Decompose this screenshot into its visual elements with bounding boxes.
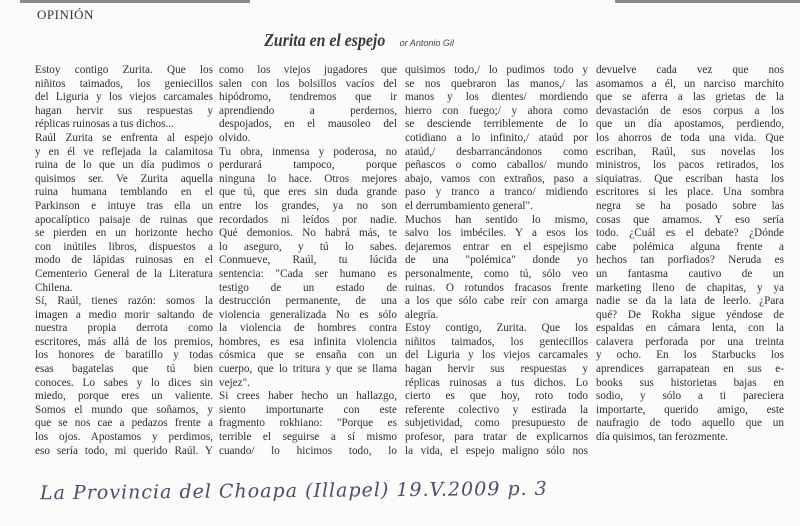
text-line: dejaremos entrar en el espejismo <box>405 240 588 253</box>
text-line: como los viejos jugadores que <box>219 64 397 76</box>
text-line: perdurará tampoco, porque <box>219 159 397 172</box>
text-line: la vida, el espejo maligno sólo nos <box>405 444 588 457</box>
article-column-1 <box>35 64 213 458</box>
text-line: la violencia de hombres contra <box>219 322 397 335</box>
text-line: de una "polémica" donde yo <box>405 254 588 267</box>
text-line: Sí, Raúl, tienes razón: somos la <box>35 295 213 308</box>
text-line: ninguna lo hace. Otros mejores <box>219 172 397 185</box>
text-line: los honores de baratillo y todas <box>35 349 213 362</box>
text-line: testigo de un estado de <box>219 281 397 294</box>
article-column-3 <box>405 64 588 458</box>
text-line: día quisimos, tan ferozmente. <box>596 431 729 444</box>
text-line: todo. ¿Cuál es el debate? ¿Dónde <box>596 227 784 240</box>
text-line: nuestra propia derrota como <box>35 322 213 335</box>
text-line: quisimos todo,/ lo pudimos todo y <box>405 64 588 76</box>
text-line: alegría. <box>405 308 439 321</box>
text-line: aprendiendo a perdernos, <box>219 104 397 117</box>
text-line: escriban, Raúl, sus novelas los <box>596 145 784 158</box>
text-line: réplicas ruinosas a tus dichos... <box>35 118 174 131</box>
text-line: apocalíptico paisaje de ruinas que <box>35 213 213 226</box>
text-line: hechos tan porfiados? Neruda es <box>596 254 784 267</box>
text-line: qué? De Rokha sigue yéndose de <box>596 308 784 321</box>
text-line: los ojos. Apostamos y perdimos, <box>35 431 213 444</box>
text-line: cósmica que se ensaña con un <box>219 349 397 362</box>
text-line: Somos el mundo que soñamos, y <box>35 403 213 416</box>
text-line: niñitos taimados, los geniecillos <box>35 77 213 90</box>
text-line: imagen a medio morir saltando de <box>35 308 213 321</box>
text-line: escritores, más allá de los premios, <box>35 335 213 348</box>
header-rule-right <box>615 0 800 3</box>
text-line: siento importunarte con este <box>219 403 397 416</box>
text-line: asomamos a él, un narciso marchito <box>596 77 784 90</box>
header-rule-left <box>20 0 250 3</box>
text-line: hagan hervir sus respuestas y <box>405 363 588 376</box>
text-line: el derrumbamiento general". <box>405 199 533 212</box>
text-line: importarte, querido amigo, este <box>596 403 784 416</box>
text-line: quisimos ser. Ve Zurita aquella <box>35 172 213 185</box>
text-line: se desciende terriblemente de lo <box>405 118 588 131</box>
text-line: manos y los dientes/ mordiendo <box>405 91 588 104</box>
text-line: cotidiano a lo infinito,/ ataúd por <box>405 131 588 144</box>
text-line: recordados ni leídos por nadie. <box>219 213 397 226</box>
text-line: y ocho. En los Starbucks los <box>596 349 784 362</box>
text-line: sodio, y sólo a ti pareciera <box>596 390 784 403</box>
text-line: naufragio de todo aquello que un <box>596 417 784 430</box>
text-line: que tú, que eres sin duda grande <box>219 186 397 199</box>
text-line: réplicas ruinosas a tus dichos. Lo <box>405 376 588 389</box>
text-line: fragmento rokhiano: "Porque es <box>219 417 397 430</box>
text-line: conoces. Lo sabes y lo dices sin <box>35 376 213 389</box>
text-line: se pierden en un horizonte hecho <box>35 227 213 240</box>
text-line: Estoy contigo, Zurita. Que los <box>405 322 588 335</box>
text-line: cosas que amamos. Y eso sería <box>596 213 784 226</box>
text-line: olvido. <box>219 131 251 144</box>
text-line: Si crees haber hecho un hallazgo, <box>219 390 397 403</box>
text-line: hagan hervir sus respuestas y <box>35 104 213 117</box>
text-line: vejez". <box>219 376 250 389</box>
text-line: calavera perforada por una treinta <box>596 335 784 348</box>
text-line: Tu obra, inmensa y poderosa, no <box>219 145 397 158</box>
text-line: cierto es que hoy, roto todo <box>405 390 588 403</box>
text-line: Parkinson e intuye tras ella un <box>35 199 213 212</box>
text-line: hipódromo, tendremos que ir <box>219 91 397 104</box>
text-line: cuerpo, que lo tritura y que se llama <box>219 363 397 376</box>
text-line: aprendices garrapatean en sus e- <box>596 363 784 376</box>
text-line: personalmente, como tú, sólo veo <box>405 267 588 280</box>
text-line: espaldas en cámara lenta, con la <box>596 322 784 335</box>
text-line: ruina humana temblando en el <box>35 186 213 199</box>
text-line: marketing lleno de chapitas, y ya <box>596 281 784 294</box>
text-line: siquiatras. Que escriban hasta los <box>596 172 784 185</box>
text-line: ataúd,/ desbarrancándonos como <box>405 145 588 158</box>
text-line: violencia generalizada No es sólo <box>219 308 397 321</box>
text-line: devastación de esos corpus a los <box>596 104 784 117</box>
text-line: referente colectivo y estirada la <box>405 403 588 416</box>
text-line: negra se ha posado sobre las <box>596 199 784 212</box>
text-line: cuando/ lo hicimos todo, lo <box>219 444 397 457</box>
article-column-2 <box>219 64 397 458</box>
text-line: ruinas. O rotundos fracasos frente <box>405 281 588 294</box>
text-line: abajo, vamos con extraños, paso a <box>405 172 588 185</box>
article-title: Zurita en el espejo <box>264 30 386 50</box>
text-line: escritores si les place. Una sombra <box>596 186 784 199</box>
text-line: del Liguria y los viejos carcamales <box>405 349 588 362</box>
text-line: entre los grandes, ya no son <box>219 199 397 212</box>
text-line: ruina de lo que un día pudimos o <box>35 159 213 172</box>
text-line: books sus historietas bajas en <box>596 376 784 389</box>
text-line: despojados, en el mausoleo del <box>219 118 397 131</box>
article-header <box>0 30 710 51</box>
section-label: OPINIÓN <box>37 7 94 22</box>
text-line: Muchos han sentido lo mismo, <box>405 213 588 226</box>
text-line: se nos quebraron las manos,/ las <box>405 77 588 90</box>
text-line: del Liguria y los viejos carcamales <box>35 91 213 104</box>
text-line: Cementerio General de la Literatura <box>35 267 213 280</box>
text-line: esas bagatelas que tú bien <box>35 363 213 376</box>
text-line: subjetividad, como presupuesto de <box>405 417 588 430</box>
text-line: modo de lápidas ruinosas en el <box>35 254 213 267</box>
text-line: lo aseguro, y tú lo sabes. <box>219 240 397 253</box>
text-line: que se aferra a las grietas de la <box>596 91 784 104</box>
text-line: Raúl Zurita se enfrenta al espejo <box>35 131 213 144</box>
text-line: Chilena. <box>35 281 73 294</box>
text-line: sentencia: "Cada ser humano es <box>219 267 397 280</box>
text-line: profesor, para tratar de explicarnos <box>405 431 588 444</box>
text-line: con inútiles libros, dispuestos a <box>35 240 213 253</box>
text-line: niñitos taimados, los geniecillos <box>405 335 588 348</box>
text-line: salen con los bolsillos vacíos del <box>219 77 397 90</box>
text-line: terrible el seguirse a sí mismo <box>219 431 397 444</box>
text-line: Estoy contigo Zurita. Que los <box>35 64 213 76</box>
handwritten-source-note: La Provincia del Choapa (Illapel) 19.V.2009 p. 3 <box>39 477 548 505</box>
text-line: cabe polémica alguna frente a <box>596 240 784 253</box>
text-line: salvo los imbéciles. Y a esos los <box>405 227 588 240</box>
text-line: nadie se da la lata de leerlo. ¿Para <box>596 295 784 308</box>
text-line: que se nos cae a pedazos frente a <box>35 417 213 430</box>
text-line: hombres, es esa infinita violencia <box>219 335 397 348</box>
article-byline: or Antonio Gil <box>399 38 454 48</box>
text-line: que un día apostamos, perdiendo, <box>596 118 784 131</box>
text-line: ministros, los pacos retirados, los <box>596 159 784 172</box>
text-line: los ahorros de toda una vida. Que <box>596 131 784 144</box>
text-line: Qué demonios. No habrá más, te <box>219 227 397 240</box>
text-line: Conmueve, Raúl, tu lúcida <box>219 254 397 267</box>
text-line: y en él ve reflejada la calamitosa <box>35 145 213 158</box>
text-line: devuelve cada vez que nos <box>596 64 784 76</box>
text-line: paso y tranco a tranco/ midiendo <box>405 186 588 199</box>
text-line: peñascos o como caballos/ mundo <box>405 159 588 172</box>
article-column-4 <box>596 64 784 445</box>
text-line: hierro con fuego;/ y ahora como <box>405 104 588 117</box>
text-line: eso sería todo, mi querido Raúl. Y <box>35 444 213 457</box>
text-line: a los que sólo cabe reír con amarga <box>405 295 588 308</box>
text-line: destrucción permanente, de una <box>219 295 397 308</box>
text-line: miedo, porque eres un valiente. <box>35 390 213 403</box>
text-line: un fantasma cautivo de un <box>596 267 784 280</box>
